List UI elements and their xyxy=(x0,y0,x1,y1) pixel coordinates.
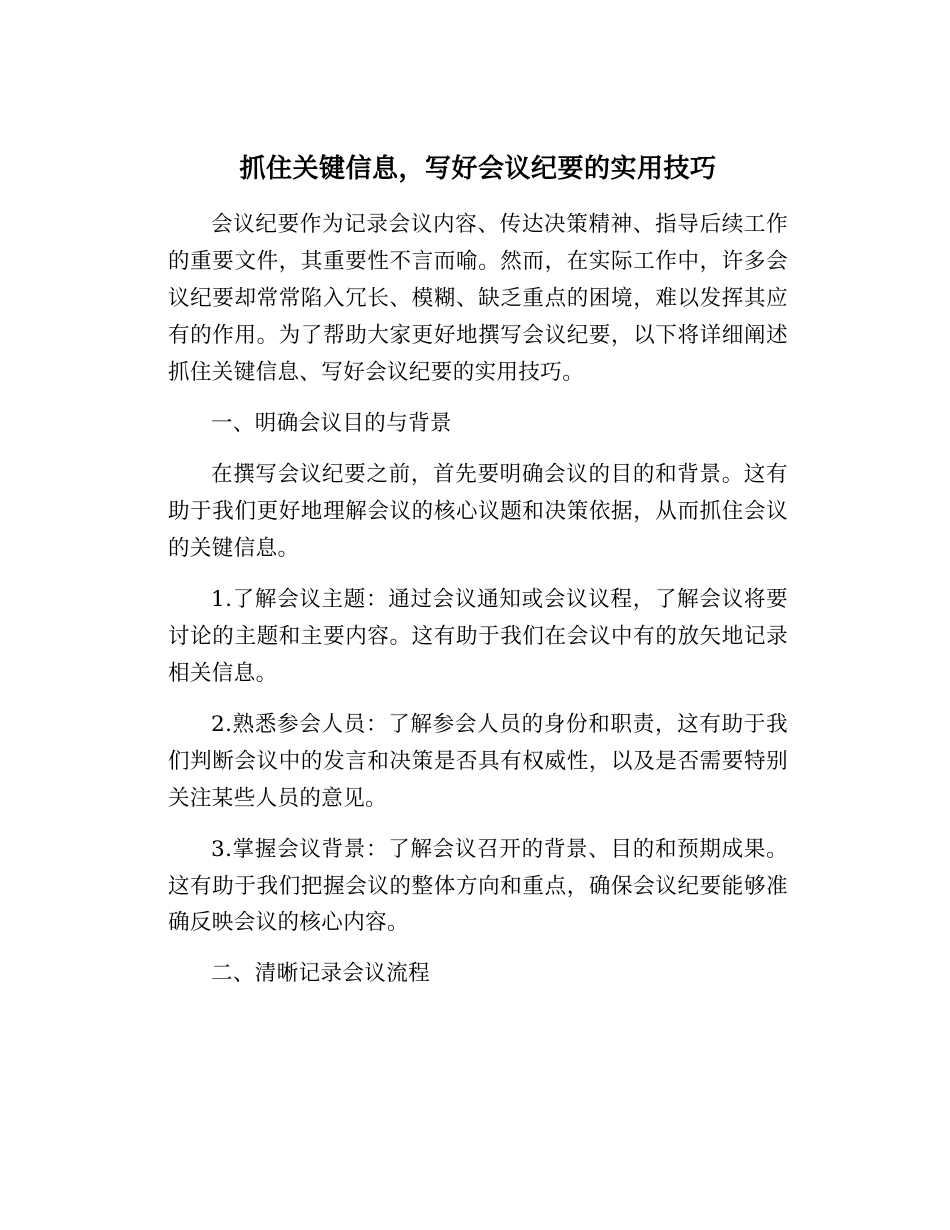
paragraph-section1-intro: 在撰写会议纪要之前，首先要明确会议的目的和背景。这有助于我们更好地理解会议的核心议题和决策依据，从而抓住会议的关键信息。 xyxy=(168,461,788,561)
paragraph-item-1: 1.了解会议主题：通过会议通知或会议议程，了解会议将要讨论的主题和主要内容。这有助于我们在会议中有的放矢地记录相关信息。 xyxy=(168,586,788,686)
section-heading-1: 一、明确会议目的与背景 xyxy=(211,410,452,436)
paragraph-item-3: 3.掌握会议背景：了解会议召开的背景、目的和预期成果。这有助于我们把握会议的整体方向和重点，确保会议纪要能够准确反映会议的核心内容。 xyxy=(168,836,788,936)
document-body xyxy=(168,150,788,993)
paragraph-item-2: 2.熟悉参会人员：了解参会人员的身份和职责，这有助于我们判断会议中的发言和决策是否具有权威性，以及是否需要特别关注某些人员的意见。 xyxy=(168,711,788,811)
section-heading-2: 二、清晰记录会议流程 xyxy=(211,961,431,987)
page-title: 抓住关键信息，写好会议纪要的实用技巧 xyxy=(239,154,717,184)
paragraph-intro: 会议纪要作为记录会议内容、传达决策精神、指导后续工作的重要文件，其重要性不言而喻。然而，在实际工作中，许多会议纪要却常常陷入冗长、模糊、缺乏重点的困境，难以发挥其应有的作用。为了帮助大家更好地撰写会议纪要，以下将详细阐述抓住关键信息、写好会议纪要的实用技巧。 xyxy=(168,212,788,385)
